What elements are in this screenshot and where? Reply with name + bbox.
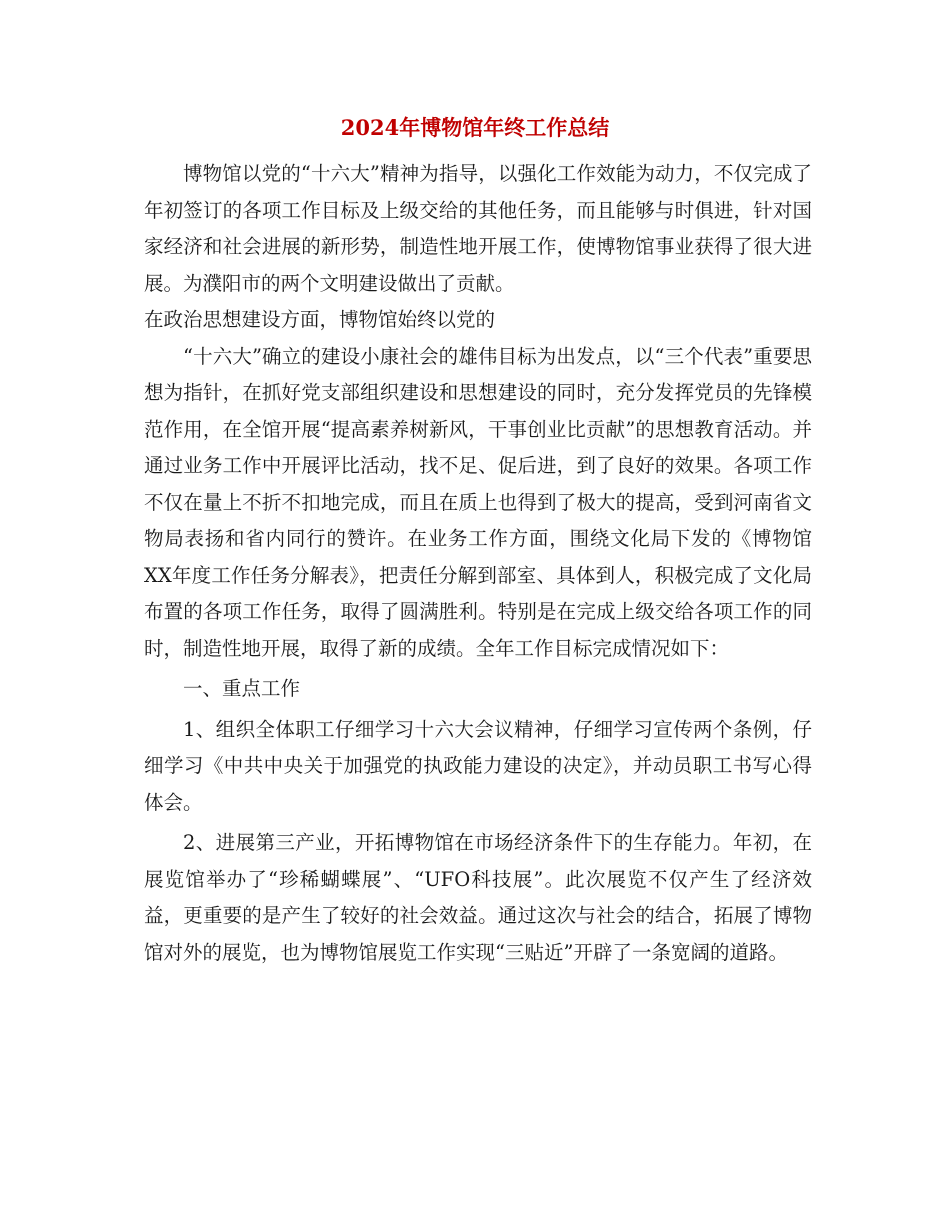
paragraph-item-2: 2、进展第三产业，开拓博物馆在市场经济条件下的生存能力。年初，在展览馆举办了“珍稀蝴蝶展”、“UFO科技展”。此次展览不仅产生了经济效益，更重要的是产生了较好的社会效益。通过这次与社会的结合，拓展了博物馆对外的展览，也为博物馆展览工作实现“三贴近”开辟了一条宽阔的道路。 — [144, 831, 812, 964]
section-heading-key-work: 一、重点工作 — [183, 677, 301, 700]
document-body — [144, 156, 812, 971]
paragraph-political-lead: 在政治思想建设方面，博物馆始终以党的 — [144, 308, 496, 331]
paragraph-political-body: “十六大”确立的建设小康社会的雄伟目标为出发点，以“三个代表”重要思想为指针，在抓好党支部组织建设和思想建设的同时，充分发挥党员的先锋模范作用，在全馆开展“提高素养树新风，干事创业比贡献”的思想教育活动。并通过业务工作中开展评比活动，找不足、促后进，到了良好的效果。各项工作不仅在量上不折不扣地完成，而且在质上也得到了极大的提高，受到河南省文物局表扬和省内同行的赞许。在业务工作方面，围绕文化局下发的《博物馆XX年度工作任务分解表》，把责任分解到部室、具体到人，积极完成了文化局布置的各项工作任务，取得了圆满胜利。特别是在完成上级交给各项工作的同时，制造性地开展，取得了新的成绩。全年工作目标完成情况如下： — [144, 344, 812, 660]
paragraph-intro: 博物馆以党的“十六大”精神为指导，以强化工作效能为动力，不仅完成了年初签订的各项工作目标及上级交给的其他任务，而且能够与时俱进，针对国家经济和社会进展的新形势，制造性地开展工作，使博物馆事业获得了很大进展。为濮阳市的两个文明建设做出了贡献。 — [144, 162, 812, 295]
paragraph-item-1: 1、组织全体职工仔细学习十六大会议精神，仔细学习宣传两个条例，仔细学习《中共中央关于加强党的执政能力建设的决定》，并动员职工书写心得体会。 — [144, 717, 812, 814]
document-title: 2024年博物馆年终工作总结 — [340, 115, 610, 140]
